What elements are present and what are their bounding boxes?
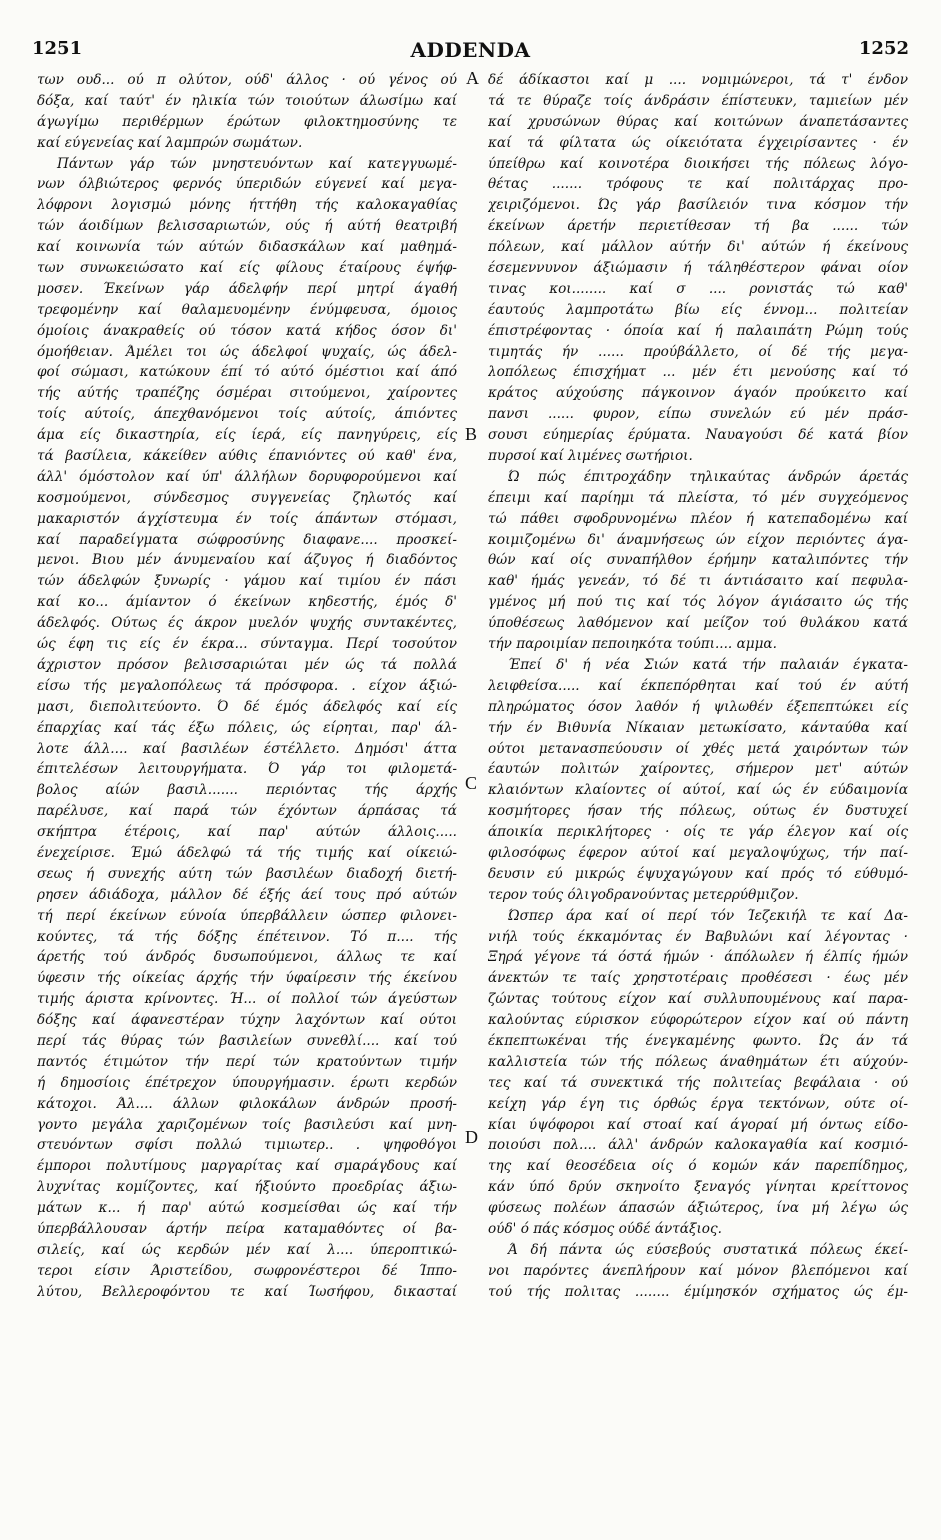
text-line: κούντες, τά τής δόξης έπέτεινον. Τό π.... τής — [37, 928, 457, 945]
text-line: νιήλ τούς έκκαμόντας έν Βαβυλώνι καί λέγοντας · — [488, 928, 908, 945]
text-line: ποιούσι πολ.... άλλ' άνδρών καλοκαγαθία καί κοσμιό- — [488, 1137, 908, 1154]
text-line: μασι, διεπολιτεύοντο. Ό δέ έμός άδελφός καί είς — [37, 698, 457, 715]
text-line: πυρσοί καί λιμένες σωτήριοι. — [488, 448, 693, 465]
text-line: κλαιόντων κλαίοντες οί αύτοί, καί ώς έν εύδαιμονία — [488, 782, 908, 799]
text-line: κοσμήτορες ήσαν τής πόλεως, ούτως έν δυστυχεί — [488, 803, 908, 820]
text-line: λόφρονι λογισμώ μόνης ήττήθη τής καλοκαγαθίας — [37, 197, 457, 214]
text-line: της καί θεοσέδεια οίς ό κομών κάν παρεπίδημος, — [488, 1158, 908, 1175]
text-line: τού τής πολιτας ........ έμίμησκόν σχήματος ώς έμ- — [488, 1283, 908, 1300]
text-line: έκείνων άρετήν περιετίθεσαν τή βα ...... τών — [488, 218, 908, 235]
text-line: άποικία περικλήτορες · οίς τε γάρ έλεγον καί οίς — [488, 824, 908, 841]
text-line: άνεκτών τε ταίς χρηστοτέραις προθέσεσι · έως μέν — [488, 970, 908, 987]
text-line: φοί σώμασι, κατώκουν έπί τό αύτό όμέστιοι καί άπό — [37, 364, 457, 381]
text-line: Πάντων γάρ τών μνηστευόντων καί κατεγγυωμέ- — [57, 155, 457, 172]
text-line: πληρώματος όσον λαθόν ή ψιλωθέν έξεπεπτώκει είς — [488, 698, 908, 715]
text-line: Ξηρά γέγονε τά όστά ήμών · άπόλωλεν ή έλπίς ήμών — [488, 949, 908, 966]
text-line: ύφεσιν τής οίκείας άρχής τήν ύφαίρεσιν τής έκείνου — [37, 970, 457, 987]
text-line: ύπείθρω καί κοινοτέρα διοικήσει τής πόλεως λόγο- — [488, 155, 908, 172]
left-page-number: 1251 — [32, 38, 83, 59]
text-line: καί κο... άμίαντον ό έκείνων κηδεστής, έμός δ' — [37, 594, 457, 611]
text-line: τών άοιδίμων βελισσαριωτών, ούς ή αύτή θεατριβή — [37, 218, 457, 235]
text-line: τιμής άριστα κρίνοντες. Ή... οί πολλοί τών άγεύστων — [37, 991, 457, 1008]
text-line: τά τε θύραζε τοίς άνδράσιν έπίστευκν, ταμιείων μέν — [488, 92, 908, 109]
text-line: ρησεν άδιάδοχα, μάλλον δέ έξής άεί τους πρό αύτών — [37, 886, 457, 903]
text-line: παρέλυσε, καί παρά τών έχόντων άρπάσας τά — [37, 803, 457, 820]
text-line: έαυτών πολιτών χαίροντες, σήμερον μετ' αύτών — [488, 761, 908, 778]
text-line: ούτοι μετανασπεύουσιν οί χθές μετά χαιρόντων τών — [488, 740, 908, 757]
text-line: τεροι είσιν Άριστείδου, σωφρονέστεροι δέ Ίππο- — [37, 1262, 457, 1279]
text-line: νων όλβιώτερος φερνός ύπεριδών εύγενεί καί μεγα- — [37, 176, 457, 193]
text-line: έπειμι καί παρίημι τά πλείστα, τό μέν συγχεόμενος — [488, 489, 908, 506]
text-line: δόξης καί άφανεστέραν τύχην λαχόντων καί ούτοι — [37, 1012, 457, 1029]
text-line: κείχη γάρ έγη τις όρθώς έργα τεκτόνων, ούτε οί- — [488, 1095, 908, 1112]
section-marker-d: D — [465, 1127, 478, 1147]
text-line: ύπερβάλλουσαν άρτήν πείρα καταμαθόντες οί βα- — [37, 1220, 457, 1237]
text-line: άγωγίμω περιθέρμων έρώτων φιλοκτημοσύνης τε — [37, 113, 457, 130]
text-line: κάτοχοι. Άλ.... άλλων φιλοκάλων άνδρών προσή- — [37, 1095, 457, 1112]
text-line: άδελφός. Ούτως ές άκρον μυελόν ψυχής συντακέντες, — [37, 615, 457, 632]
text-line: μακαριστόν άγχίστευμα έν τοίς άπάντων στόμασι, — [37, 510, 457, 527]
text-line: Ώ πώς έπιτροχάδην τηλικαύτας άνδρών άρετάς — [508, 468, 908, 485]
left-column — [37, 70, 457, 1303]
text-line: πόλεων, καί μάλλον αύτήν δι' αύτών ή έκείνους — [488, 239, 908, 256]
section-marker-c: C — [465, 773, 478, 793]
text-line: λοπόλεως έπισχήματ ... μέν έτι μενούσης καί τό — [488, 364, 908, 381]
text-line: μενοι. Βιου μέν άνυμεναίου καί άζυγος ή διαδόντος — [37, 552, 457, 569]
text-line: τες καί τά συνεκτικά τής πολιτείας βεφάλαια · ού — [488, 1074, 908, 1091]
text-line: γμένος μή πού τις καί τός λόγον άγιάσαιτο ώς τής — [488, 594, 908, 611]
text-line: έμποροι πολυτίμους μαργαρίτας καί σμαράγδους καί — [37, 1158, 457, 1175]
text-line: των ουδ... ού π ολύτον, ούδ' άλλος · ού γένος ού — [37, 72, 457, 88]
text-line: σουσι εύημερίας έρύματα. Ναυαγούσι δέ κατά βίον — [488, 427, 908, 444]
text-line: άμα είς δικαστηρία, είς ίερά, είς πανηγύρεις, είς — [37, 427, 457, 444]
text-line: καλούντας εύρισκον εύφορώτερον είχον καί ού πάντη — [488, 1012, 908, 1029]
text-line: φιλοσόφως έφερον αύτοί καί μεγαλοψύχως, τήν παί- — [488, 844, 908, 861]
text-line: καλλιστεία τών τής πόλεως άναθημάτων έτι αύχούν- — [488, 1053, 908, 1070]
text-line: στευόντων σφίσι πολλώ τιμιωτερ.. . ψηφοθόγοι — [37, 1137, 457, 1154]
page-header — [32, 38, 909, 66]
text-line: τώ πάθει σφοδρυνομένω πλέον ή κατεπαδομένω καί — [488, 510, 908, 527]
text-line: δευσιν εύ μικρώς έψυχαγώγουν καί πρός τό εύθυμό- — [488, 865, 908, 882]
text-line: πανσι ...... φυρον, είπω συνελών εύ μέν πράσ- — [488, 406, 908, 423]
text-line: άχριστον πρόσον βελισσαριώται μέν ώς τά πολλά — [37, 656, 457, 673]
text-line: κίαι ύψόφοροι καί στοαί καί άγοραί μή όντως είδο- — [488, 1116, 908, 1133]
text-line: των συνωκειώσατο καί είς φίλους έταίρους έψήφ- — [37, 260, 457, 277]
text-line: τήν παροιμίαν πεποιηκότα τούπι.... αμμα. — [488, 636, 777, 653]
text-line: καί κοινωνία τών αύτών διδασκάλων καί μαθημά- — [37, 239, 457, 256]
text-line: δέ άδίκαστοι καί μ .... νομιμώνεροι, τά τ' ένδον — [488, 72, 908, 88]
text-line: Ώσπερ άρα καί οί περί τόν Ίεζεκιήλ τε καί Δα- — [508, 907, 908, 924]
text-line: ή δημοσίοις έπέτρεχον ύπουργήμασιν. έρωτι κερδών — [37, 1074, 457, 1091]
text-line: ζώντας τούτους είχον καί συλλυπουμένους καί παρα- — [488, 991, 908, 1008]
text-line: σιλείς, καί ώς κερδών μέν καί λ.... ύπεροπτικώ- — [37, 1241, 457, 1258]
text-line: άλλ' όμόστολον καί ύπ' άλλήλων δορυφορούμενοι καί — [37, 468, 457, 485]
text-line: νοι παρόντες άνεπλήρουν καί μόνον βλεπόμενοι καί — [488, 1262, 908, 1279]
text-line: είσω τής μεγαλοπόλεως τά πρόσφορα. . είχον άξιώ- — [37, 677, 457, 694]
text-line: θέτας ....... τρόφους τε καί πολιτάρχας προ- — [488, 176, 908, 193]
text-line: καθ' ήμάς γενεάν, τό δέ τι άντιάσαιτο καί πεφυλα- — [488, 573, 908, 590]
text-line: κράτος αύχούσης πάγκοινον άγαόν προύκειτο καί — [488, 385, 908, 402]
text-line: ούδ' ό πάς κόσμος ούδέ άντάξιος. — [488, 1220, 722, 1237]
text-line: τήν έν Βιθυνία Νίκαιαν μετωκίσατο, κάνταύθα καί — [488, 719, 908, 736]
text-line: τοίς αύτοίς, άπεχθανόμενοι τοίς αύτοίς, άπιόντες — [37, 406, 457, 423]
section-marker-b: B — [465, 424, 478, 444]
right-page-number: 1252 — [858, 38, 909, 59]
running-title: ADDENDA — [410, 38, 531, 62]
text-line: έπιτελέσων λειτουργήματα. Ό γάρ τοι φιλομετά- — [37, 761, 457, 778]
text-line: γοντο μεγάλα χαριζομένων τοίς βασιλεύσι καί μνη- — [37, 1116, 457, 1133]
text-line: φύσεως πολέων άπασών άξιώτερος, ίνα μή λέγω ώς — [488, 1200, 908, 1217]
text-line: τρεφομένην καί θαλαμευομένην ένύμφευσα, όμοιος — [37, 301, 457, 318]
text-line: άρετής τού άνδρός δυσωπούμενοι, άλλως τε καί — [37, 949, 457, 966]
text-line: περί τάς θύρας τών βασιλείων συνεθλί.... καί τού — [37, 1032, 457, 1049]
text-line: λειφθείσα..... καί έκπεπόρθηται καί τού έν αύτή — [488, 677, 908, 694]
text-line: τά βασίλεια, κάκείθεν αύθις έπανιόντες ού καθ' ένα, — [37, 448, 457, 465]
text-line: κοιμιζομένω δι' άναμνήσεως ών είχον περιόντες άγα- — [488, 531, 908, 548]
text-line: τιμητάς ήν ...... προύβάλλετο, οί δέ τής μεγα- — [488, 343, 908, 360]
section-marker-a: A — [466, 68, 479, 88]
text-line: Έπεί δ' ή νέα Σιών κατά τήν παλαιάν έγκατα- — [508, 656, 908, 673]
text-line: μάτων κ... ή παρ' αύτώ κοσμείσθαι ώς καί τήν — [37, 1200, 457, 1217]
text-line: ώς έφη τις είς έν έκρα... σύνταγμα. Περί τοσούτον — [37, 636, 457, 653]
text-line: ύποθέσεως λαθόμενον καί μείζον τού θυλάκου κατά — [488, 615, 908, 632]
text-line: τερον τούς όλιγοδρανούντας μετερρύθμιζον. — [488, 886, 799, 903]
text-line: λοτε άλλ.... καί βασιλέων έστέλλετο. Δημόσι' άττα — [37, 740, 457, 757]
text-line: έπαρχίας καί τάς έξω πόλεις, ώς είρηται, παρ' άλ- — [37, 719, 457, 736]
text-line: τής αύτής τραπέζης όσμέραι σιτούμενοι, χαίροντες — [37, 385, 457, 402]
text-line: έπιστρέφοντας · όποία καί ή παλαιπάτη Ρώμη τούς — [488, 322, 908, 339]
right-column — [488, 70, 908, 1303]
text-line: παντός έτιμώτον τήν περί τών κρατούντων τιμήν — [37, 1053, 457, 1070]
text-line: έαυτούς λαμπροτάτω βίω είς έννομ... πολιτείαν — [488, 301, 908, 318]
text-line: καί παραδείγματα σώφροσύνης διαφανε.... προσκεί- — [37, 531, 457, 548]
text-line: καί εύγενείας καί λαμπρών σωμάτων. — [37, 134, 303, 151]
text-line: καί τά φίλτατα ώς οίκειότατα έγχειρίσαντες · έν — [488, 134, 908, 151]
text-line: έσεμεννυνον άξιώμασιν ή τάληθέστερον φάναι οίον — [488, 260, 908, 277]
text-line: έκπεπτωκέναι τής ένεγκαμένης φωντο. Ώς άν τά — [488, 1032, 908, 1049]
text-line: βολος αίών βασιλ....... περιόντας τής άρχής — [37, 782, 457, 799]
text-line: ένεχείρισε. Έμώ άδελφώ τά τής τιμής καί οίκειώ- — [37, 844, 457, 861]
text-line: μοσεν. Έκείνων γάρ άδελφήν περί μητρί άγαθή — [37, 280, 457, 297]
text-line: όμοίοις άνακραθείς ού τόσον κατά κήδος όσον δι' — [37, 322, 457, 339]
text-line: όμοήθειαν. Άμέλει τοι ώς άδελφοί ψυχαίς, ώς άδελ- — [37, 343, 457, 360]
text-line: κάν ύπό δρύν σκηνοίτο ξεναγός γίνηται κρείττονος — [488, 1179, 908, 1196]
text-line: θών καί οίς συναπήλθον έρήμην καταλιπόντες τήν — [488, 552, 908, 569]
text-line: δόξα, καί ταύτ' έν ηλικία τών τοιούτων άλωσίμω καί — [37, 92, 457, 109]
text-line: σκήπτρα έτέροις, καί παρ' αύτών άλλοις..... — [37, 824, 457, 841]
text-line: λυχνίτας κομίζοντες, καί ήξιούντο προεδρίας άξιω- — [37, 1179, 457, 1196]
text-line: τινας κοι........ καί σ .... ρονιστάς τώ καθ' — [488, 280, 908, 297]
text-line: λύτου, Βελλεροφόντου τε καί Ίωσήφου, δικασταί — [37, 1283, 457, 1300]
text-line: κοσμούμενοι, σύνδεσμος συγγενείας ζηλωτός καί — [37, 489, 457, 506]
text-line: σεως ή συνεχής αύτη τών βασιλέων διαδοχή διετή- — [37, 865, 457, 882]
text-line: τών άδελφών ξυνωρίς · γάμου καί τιμίου έν πάσι — [37, 573, 457, 590]
text-line: χειριζόμενοι. Ώς γάρ βασίλειόν τινα κόσμον τήν — [488, 197, 908, 214]
text-line: καί χρυσώνων θύρας καί κοιτώνων άναπετάσαντες — [488, 113, 908, 130]
text-line: Ά δή πάντα ώς εύσεβούς συστατικά πόλεως έκεί- — [508, 1241, 908, 1258]
text-line: τή περί έκείνων εύνοία ύπερβάλλειν ώσπερ φιλονει- — [37, 907, 457, 924]
